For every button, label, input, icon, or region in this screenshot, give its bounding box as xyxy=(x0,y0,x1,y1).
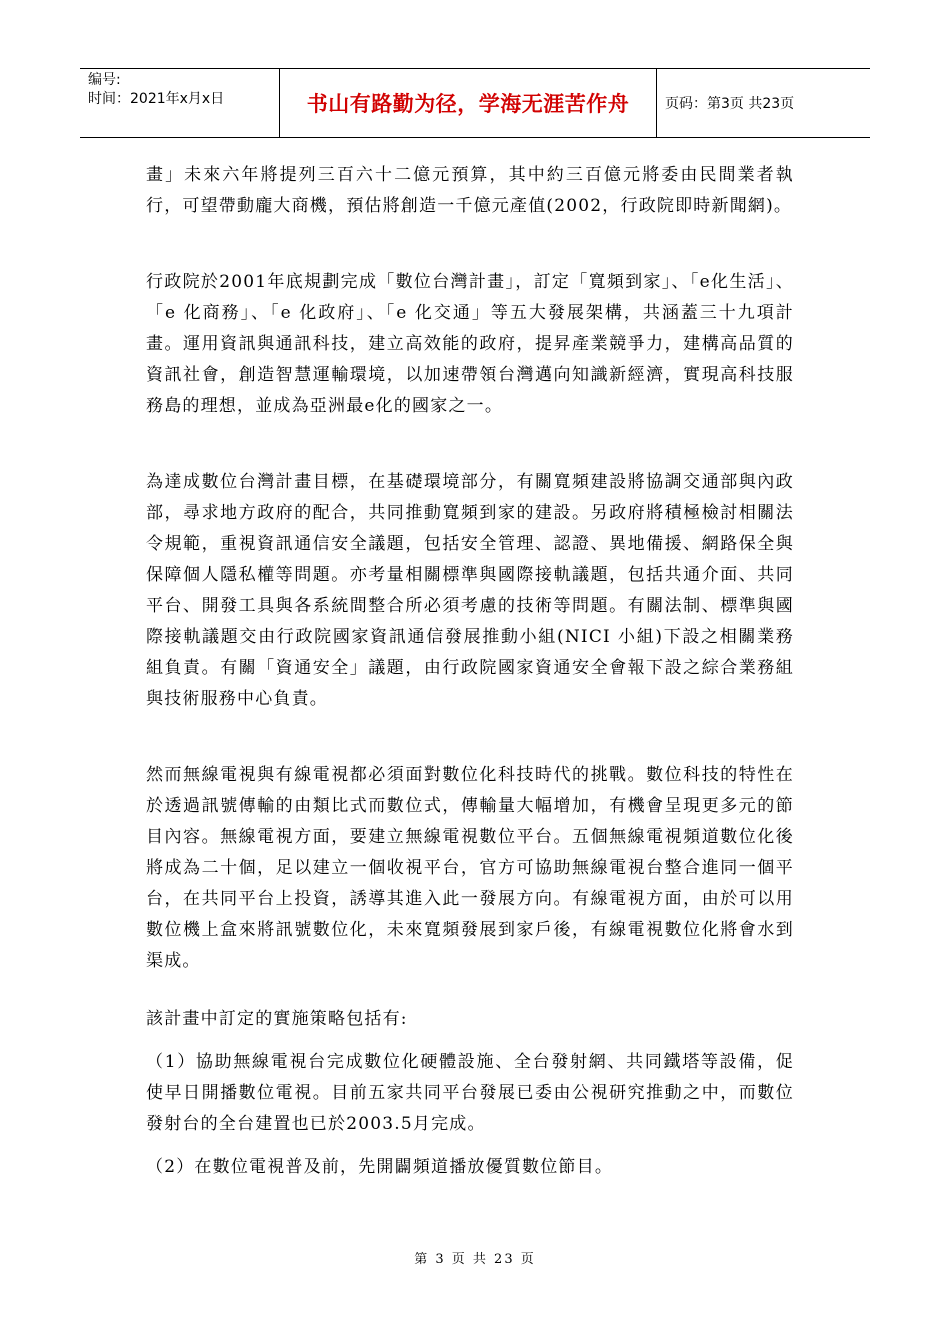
list-item-2: （2）在數位電視普及前，先開闢頻道播放優質數位節目。 xyxy=(146,1157,614,1177)
paragraph-4: 然而無線電視與有線電視都必須面對數位化科技時代的挑戰。數位科技的特性在於透過訊號傳輸的由類比式而數位式，傳輸量大幅增加，有機會呈現更多元的節目內容。無線電視方面，要建立無線電視數位平台。五個無線電視頻道數位化後將成為二十個，足以建立一個收視平台，官方可協助無線電視台整合進同一個平台，在共同平台上投資，誘導其進入此一發展方向。有線電視方面，由於可以用數位機上盒來將訊號數位化，未來寬頻發展到家戶後，有線電視數位化將會水到渠成。 xyxy=(146,765,794,971)
header-page-label: 页码：第3页 共23页 xyxy=(665,96,795,112)
paragraph-3: 為達成數位台灣計畫目標，在基礎環境部分，有關寬頻建設將協調交通部與內政部，尋求地方政府的配合，共同推動寬頻到家的建設。另政府將積極檢討相關法令規範，重視資訊通信安全議題，包括安全管理、認證、異地備援、網路保全與保障個人隱私權等問題。亦考量相關標準與國際接軌議題，包括共通介面、共同平台、開發工具與各系統間整合所必須考慮的技術等問題。有關法制、標準與國際接軌議題交由行政院國家資訊通信發展推動小組(NICI 小組)下設之相關業務組負責。有關「資通安全」議題，由行政院國家資通安全會報下設之綜合業務組與技術服務中心負責。 xyxy=(146,472,794,709)
paragraph-1: 畫」未來六年將提列三百六十二億元預算，其中約三百億元將委由民間業者執行，可望帶動龐大商機，預估將創造一千億元產值(2002，行政院即時新聞網)。 xyxy=(146,165,794,216)
page-header xyxy=(80,68,870,138)
document-body xyxy=(146,160,794,1183)
paragraph-5: 該計畫中訂定的實施策略包括有: xyxy=(146,1009,408,1029)
list-item-1: （1）協助無線電視台完成數位化硬體設施、全台發射網、共同鐵塔等設備，促使早日開播數位電視。目前五家共同平台發展已委由公視研究推動之中，而數位發射台的全台建置也已於2003.5月完成。 xyxy=(146,1052,794,1134)
page-footer: 第 3 页 共 23 页 xyxy=(414,1252,536,1267)
header-meta xyxy=(80,69,280,137)
header-motto: 书山有路勤为径，学海无涯苦作舟 xyxy=(280,69,657,137)
code-label: 编号: xyxy=(88,72,121,88)
time-label: 时间：2021年x月x日 xyxy=(88,91,225,107)
paragraph-2: 行政院於2001年底規劃完成「數位台灣計畫」，訂定「寬頻到家」、「e化生活」、「e 化商務」、「e 化政府」、「e 化交通」等五大發展架構，共涵蓋三十九項計畫。運用資訊與通訊科技，建立高效能的政府，提昇產業競爭力，建構高品質的資訊社會，創造智慧運輸環境，以加速帶領台灣邁向知識新經濟，實現高科技服務島的理想，並成為亞洲最e化的國家之一。 xyxy=(146,272,794,416)
